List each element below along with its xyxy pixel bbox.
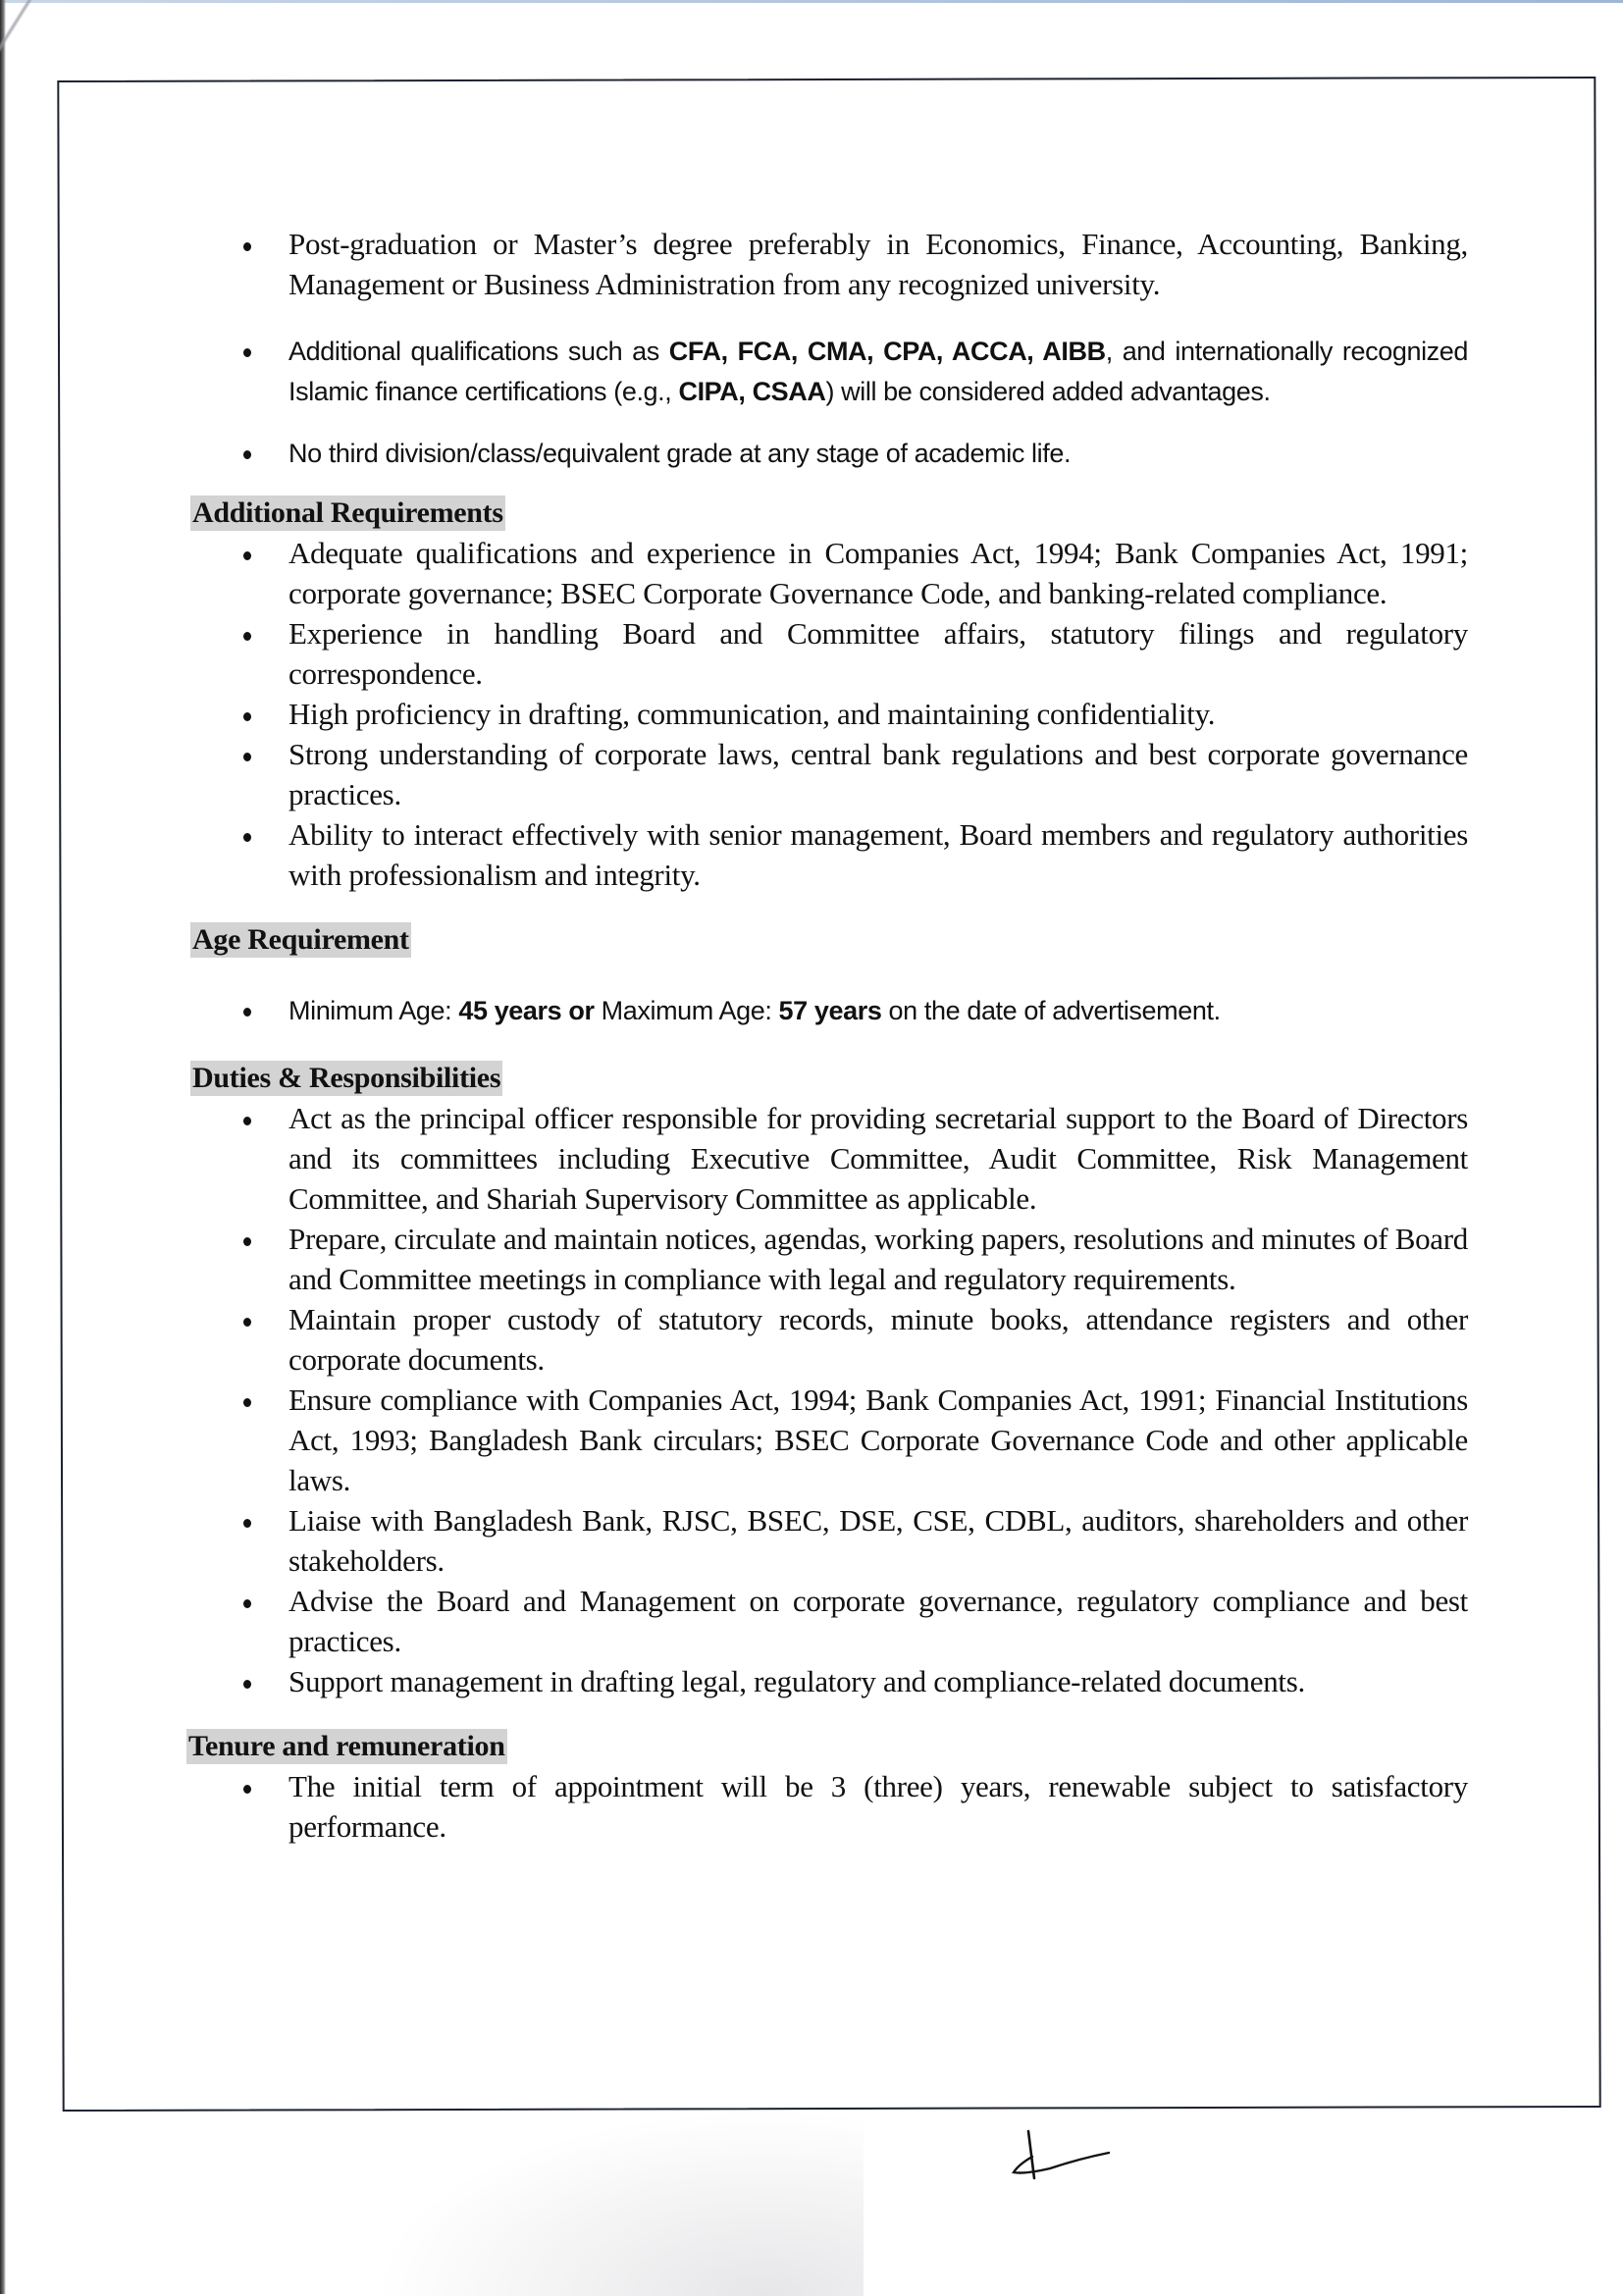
list-item xyxy=(192,533,1468,613)
list-item-text: Act as the principal officer responsible for providing secretarial support to the Board of Directors and its committees including Executive Committee, Audit Committee, Risk Management Committee, and Shariah Supervisory Committee as applicable. xyxy=(288,1101,1468,1216)
list-item-text: Ability to interact effectively with senior management, Board members and regulatory authorities with professionalism and integrity. xyxy=(288,817,1468,892)
section-heading-additional-requirements: Additional Requirements xyxy=(192,496,503,529)
islamic-certifications-bold: CIPA, CSAA xyxy=(678,377,826,406)
list-item-text: Adequate qualifications and experience in Companies Act, 1994; Bank Companies Act, 1991; corporate governance; BSEC Corporate Governance Code, and banking-related compliance. xyxy=(288,536,1468,610)
list-item-text: The initial term of appointment will be 3 (three) years, renewable subject to satisfactory performance. xyxy=(288,1769,1468,1844)
list-item-text: ) will be considered added advantages. xyxy=(825,377,1271,406)
min-age-value: 45 years or xyxy=(458,996,595,1025)
section-heading-duties: Duties & Responsibilities xyxy=(192,1062,501,1094)
list-item xyxy=(192,613,1468,694)
max-age-label: Maximum Age: xyxy=(594,996,779,1025)
document-body xyxy=(188,224,1469,1847)
additional-requirements-list xyxy=(192,533,1468,895)
list-item-text: , and internationally recognized Islamic finance certifications (e.g., xyxy=(288,337,1469,406)
list-item xyxy=(192,434,1468,474)
list-item xyxy=(192,1581,1468,1661)
list-item-text: Liaise with Bangladesh Bank, RJSC, BSEC, DSE, CSE, CDBL, auditors, shareholders and other stakeholders. xyxy=(288,1503,1468,1578)
list-item-text: Prepare, circulate and maintain notices, agendas, working papers, resolutions and minutes of Board and Committee meetings in compliance with legal and regulatory requirements. xyxy=(288,1222,1468,1296)
min-age-label: Minimum Age: xyxy=(288,996,459,1025)
list-item xyxy=(192,1500,1468,1581)
scan-shadow xyxy=(373,2110,864,2296)
max-age-value: 57 years xyxy=(778,996,882,1025)
list-item xyxy=(192,734,1468,814)
list-item-text: Additional qualifications such as xyxy=(288,337,669,366)
certifications-bold: CFA, FCA, CMA, CPA, ACCA, AIBB xyxy=(668,337,1106,366)
list-item xyxy=(192,1661,1468,1701)
list-item-text: on the date of advertisement. xyxy=(881,996,1221,1025)
age-requirement-list xyxy=(192,991,1468,1031)
duties-list xyxy=(192,1098,1468,1701)
list-item xyxy=(192,1219,1468,1299)
tenure-list xyxy=(192,1766,1468,1847)
list-item-text: No third division/class/equivalent grade at any stage of academic life. xyxy=(288,439,1072,468)
section-heading-tenure: Tenure and remuneration xyxy=(188,1730,505,1762)
list-item xyxy=(192,1380,1468,1500)
signature-mark xyxy=(1011,2129,1128,2188)
list-item-text: High proficiency in drafting, communication, and maintaining confidentiality. xyxy=(288,697,1216,731)
list-item-text: Support management in drafting legal, regulatory and compliance-related documents. xyxy=(288,1664,1305,1698)
education-list xyxy=(192,224,1468,474)
scan-edge-left xyxy=(0,0,6,2294)
list-item-text: Experience in handling Board and Committee affairs, statutory filings and regulatory correspondence. xyxy=(288,616,1468,691)
list-item-text: Maintain proper custody of statutory records, minute books, attendance registers and other corporate documents. xyxy=(288,1302,1468,1377)
list-item-text: Ensure compliance with Companies Act, 1994; Bank Companies Act, 1991; Financial Institutions Act, 1993; Bangladesh Bank circulars; BSEC Corporate Governance Code and other applicable laws. xyxy=(288,1383,1468,1497)
section-heading-age-requirement: Age Requirement xyxy=(192,923,409,956)
list-item xyxy=(192,814,1468,895)
list-item xyxy=(192,1766,1468,1847)
list-item xyxy=(192,694,1468,734)
list-item xyxy=(192,224,1468,304)
list-item xyxy=(192,991,1468,1031)
list-item xyxy=(192,1098,1468,1219)
list-item xyxy=(192,332,1468,412)
list-item-text: Strong understanding of corporate laws, central bank regulations and best corporate governance practices. xyxy=(288,737,1468,811)
list-item-text: Advise the Board and Management on corporate governance, regulatory compliance and best practices. xyxy=(288,1584,1468,1658)
scan-edge-top xyxy=(0,0,1623,3)
list-item xyxy=(192,1299,1468,1380)
list-item-text: Post-graduation or Master’s degree preferably in Economics, Finance, Accounting, Banking, Management or Business Administration from any recognized university. xyxy=(288,227,1468,301)
